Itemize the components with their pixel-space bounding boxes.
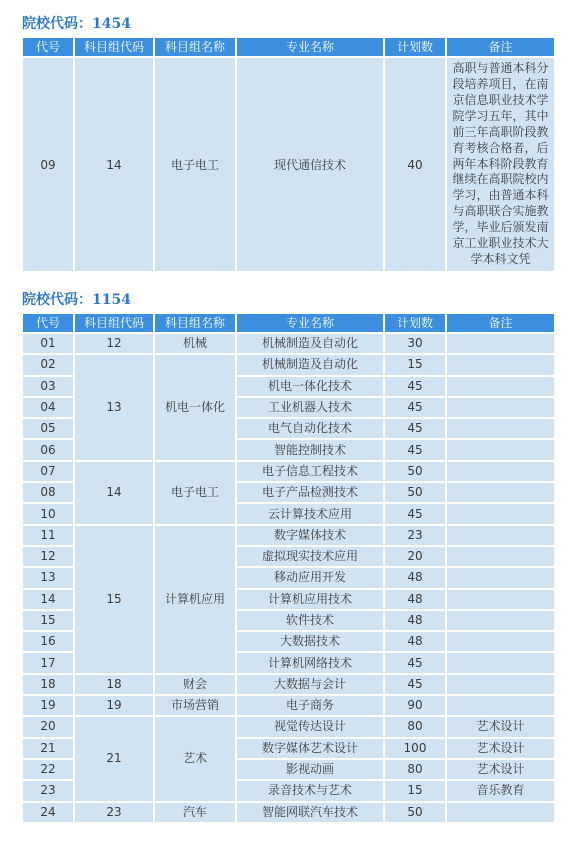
cell-code: 18: [23, 675, 73, 694]
cell-code: 22: [23, 760, 73, 779]
table-row: [23, 803, 554, 822]
cell-plan: 30: [385, 334, 445, 353]
cell-major: 数字媒体技术: [237, 526, 383, 545]
cell-group-code: 14: [75, 58, 153, 271]
cell-note: [447, 526, 554, 545]
cell-group-name: 机械: [155, 334, 235, 353]
cell-group-code: 15: [75, 526, 153, 673]
cell-major: 计算机应用技术: [237, 590, 383, 609]
table-row: [23, 675, 554, 694]
table-row: [23, 717, 554, 736]
cell-note: 音乐教育: [447, 781, 554, 800]
cell-code: 17: [23, 653, 73, 672]
table-header-row: [23, 38, 554, 56]
cell-plan: 50: [385, 803, 445, 822]
cell-group-code: 21: [75, 717, 153, 800]
cell-group-code: 14: [75, 462, 153, 524]
cell-major: 软件技术: [237, 611, 383, 630]
cell-plan: 100: [385, 739, 445, 758]
table-header-row: [23, 314, 554, 332]
cell-code: 08: [23, 483, 73, 502]
cell-note: [447, 675, 554, 694]
cell-plan: 40: [385, 58, 445, 271]
cell-code: 07: [23, 462, 73, 481]
table-row: [23, 526, 554, 545]
header-group-code: 科目组代码: [75, 38, 153, 56]
cell-note: [447, 696, 554, 715]
header-code: 代号: [23, 38, 73, 56]
table-row: [23, 462, 554, 481]
cell-major: 现代通信技术: [237, 58, 383, 271]
cell-major: 智能控制技术: [237, 440, 383, 459]
table-row: [23, 696, 554, 715]
cell-group-code: 19: [75, 696, 153, 715]
cell-plan: 50: [385, 483, 445, 502]
cell-major: 智能网联汽车技术: [237, 803, 383, 822]
cell-code: 24: [23, 803, 73, 822]
cell-major: 云计算技术应用: [237, 504, 383, 523]
cell-plan: 45: [385, 440, 445, 459]
header-note: 备注: [447, 314, 554, 332]
cell-major: 影视动画: [237, 760, 383, 779]
cell-code: 14: [23, 590, 73, 609]
table-body: [23, 334, 554, 822]
header-plan: 计划数: [385, 314, 445, 332]
cell-plan: 45: [385, 398, 445, 417]
cell-plan: 45: [385, 653, 445, 672]
cell-group-code: 18: [75, 675, 153, 694]
cell-note: [447, 590, 554, 609]
cell-code: 20: [23, 717, 73, 736]
cell-major: 电子商务: [237, 696, 383, 715]
cell-plan: 23: [385, 526, 445, 545]
cell-code: 03: [23, 377, 73, 396]
cell-plan: 48: [385, 590, 445, 609]
cell-code: 11: [23, 526, 73, 545]
cell-note: 艺术设计: [447, 760, 554, 779]
cell-code: 19: [23, 696, 73, 715]
cell-code: 10: [23, 504, 73, 523]
enrollment-table-1454: [21, 36, 556, 273]
cell-note: [447, 547, 554, 566]
cell-plan: 45: [385, 377, 445, 396]
cell-major: 工业机器人技术: [237, 398, 383, 417]
cell-plan: 15: [385, 781, 445, 800]
cell-major: 机械制造及自动化: [237, 355, 383, 374]
cell-note: [447, 440, 554, 459]
cell-code: 15: [23, 611, 73, 630]
cell-major: 电子信息工程技术: [237, 462, 383, 481]
cell-plan: 80: [385, 760, 445, 779]
cell-code: 02: [23, 355, 73, 374]
cell-code: 01: [23, 334, 73, 353]
header-group-name: 科目组名称: [155, 38, 235, 56]
cell-group-name: 艺术: [155, 717, 235, 800]
cell-plan: 15: [385, 355, 445, 374]
cell-note: [447, 653, 554, 672]
header-major: 专业名称: [237, 38, 383, 56]
cell-code: 16: [23, 632, 73, 651]
cell-note: 艺术设计: [447, 717, 554, 736]
cell-plan: 20: [385, 547, 445, 566]
cell-note: [447, 632, 554, 651]
cell-note: [447, 398, 554, 417]
cell-major: 虚拟现实技术应用: [237, 547, 383, 566]
enrollment-table-1154: [21, 312, 556, 824]
cell-group-code: 13: [75, 355, 153, 459]
cell-group-code: 23: [75, 803, 153, 822]
cell-group-name: 市场营销: [155, 696, 235, 715]
table-row: [23, 58, 554, 271]
cell-note: [447, 483, 554, 502]
cell-plan: 48: [385, 611, 445, 630]
cell-major: 机械制造及自动化: [237, 334, 383, 353]
table-row: [23, 334, 554, 353]
cell-code: 05: [23, 419, 73, 438]
cell-major: 移动应用开发: [237, 568, 383, 587]
cell-code: 09: [23, 58, 73, 271]
section-title-1454: 院校代码：1454: [22, 16, 131, 32]
cell-plan: 90: [385, 696, 445, 715]
cell-note: [447, 462, 554, 481]
cell-group-name: 电子电工: [155, 58, 235, 271]
cell-group-name: 计算机应用: [155, 526, 235, 673]
cell-major: 大数据技术: [237, 632, 383, 651]
cell-major: 计算机网络技术: [237, 653, 383, 672]
cell-code: 13: [23, 568, 73, 587]
cell-group-code: 12: [75, 334, 153, 353]
header-major: 专业名称: [237, 314, 383, 332]
cell-plan: 50: [385, 462, 445, 481]
cell-note: 高职与普通本科分段培养项目，在南京信息职业技术学院学习五年，其中前三年高职阶段教育考核合格者，后两年本科阶段教育继续在高职院校内学习，由普通本科与高职联合实施教学，毕业后颁发南京工业职业技术大学本科文凭: [447, 58, 554, 271]
cell-plan: 48: [385, 632, 445, 651]
header-note: 备注: [447, 38, 554, 56]
cell-group-name: 电子电工: [155, 462, 235, 524]
cell-plan: 48: [385, 568, 445, 587]
cell-plan: 45: [385, 675, 445, 694]
header-group-code: 科目组代码: [75, 314, 153, 332]
cell-note: [447, 568, 554, 587]
cell-group-name: 机电一体化: [155, 355, 235, 459]
cell-note: [447, 803, 554, 822]
header-plan: 计划数: [385, 38, 445, 56]
cell-note: 艺术设计: [447, 739, 554, 758]
cell-code: 12: [23, 547, 73, 566]
cell-note: [447, 377, 554, 396]
cell-plan: 45: [385, 419, 445, 438]
cell-code: 23: [23, 781, 73, 800]
cell-note: [447, 611, 554, 630]
cell-code: 06: [23, 440, 73, 459]
header-group-name: 科目组名称: [155, 314, 235, 332]
cell-major: 电气自动化技术: [237, 419, 383, 438]
cell-major: 视觉传达设计: [237, 717, 383, 736]
cell-note: [447, 419, 554, 438]
table-row: [23, 355, 554, 374]
cell-major: 录音技术与艺术: [237, 781, 383, 800]
header-code: 代号: [23, 314, 73, 332]
cell-note: [447, 355, 554, 374]
cell-group-name: 汽车: [155, 803, 235, 822]
cell-note: [447, 334, 554, 353]
cell-plan: 80: [385, 717, 445, 736]
cell-group-name: 财会: [155, 675, 235, 694]
cell-major: 电子产品检测技术: [237, 483, 383, 502]
cell-code: 21: [23, 739, 73, 758]
cell-code: 04: [23, 398, 73, 417]
cell-major: 数字媒体艺术设计: [237, 739, 383, 758]
cell-note: [447, 504, 554, 523]
cell-major: 大数据与会计: [237, 675, 383, 694]
cell-major: 机电一体化技术: [237, 377, 383, 396]
cell-plan: 45: [385, 504, 445, 523]
section-title-1154: 院校代码：1154: [22, 292, 131, 308]
